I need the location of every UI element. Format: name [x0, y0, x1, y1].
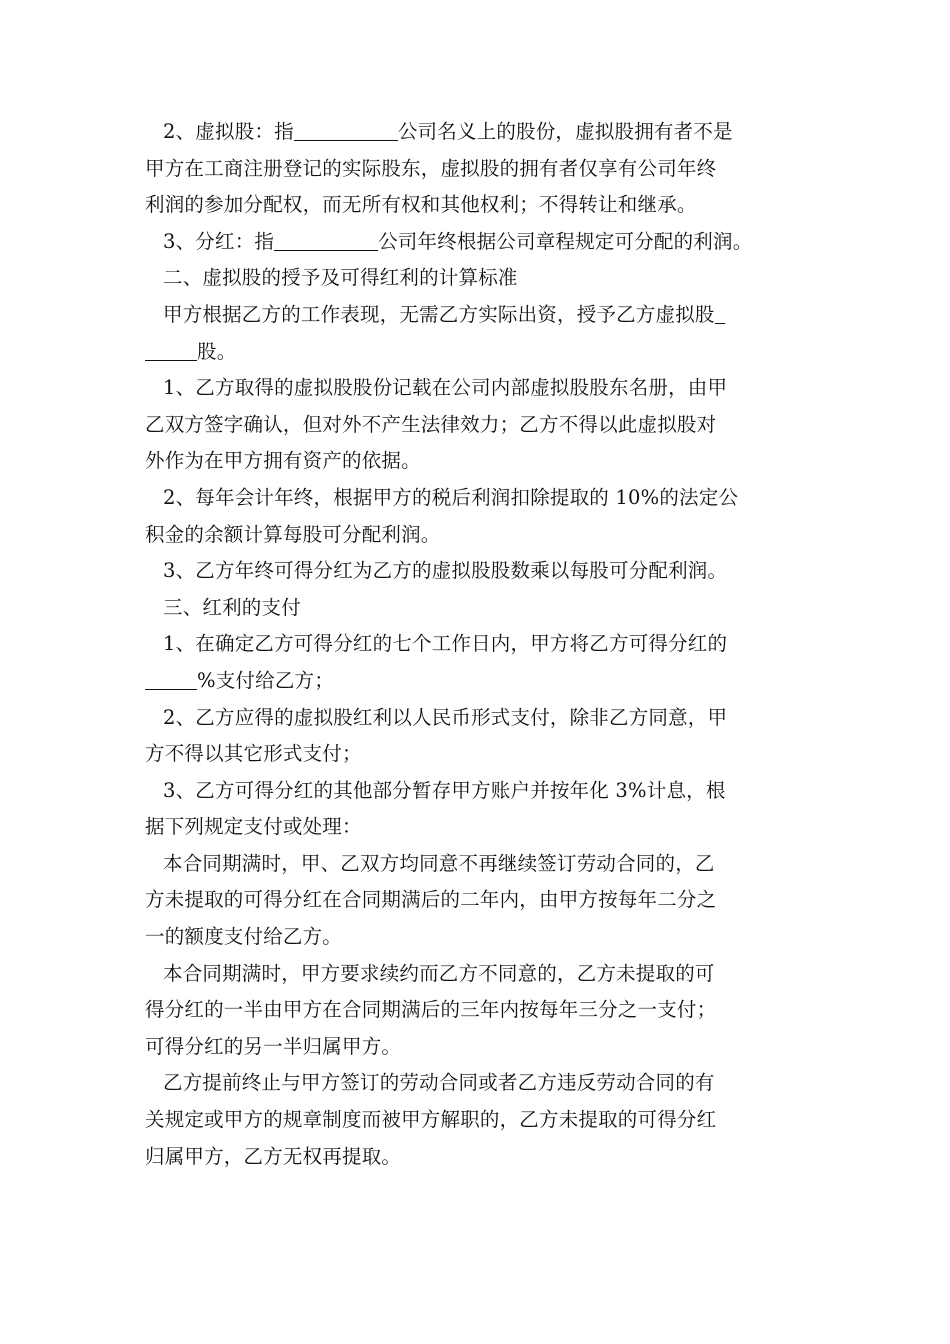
paragraph-line: 可得分红的另一半归属甲方。 [145, 1034, 402, 1058]
paragraph-line: 2、每年会计年终，根据甲方的税后利润扣除提取的 10%的法定公 [163, 485, 739, 509]
paragraph-line: 甲方根据乙方的工作表现，无需乙方实际出资，授予乙方虚拟股 [145, 297, 815, 334]
document-body [145, 114, 815, 1175]
paragraph-line: 2、乙方应得的虚拟股红利以人民币形式支付，除非乙方同意，甲 [163, 705, 728, 729]
paragraph-line: 1、在确定乙方可得分红的七个工作日内，甲方将乙方可得分红的 [163, 632, 728, 656]
paragraph-line: 甲方在工商注册登记的实际股东，虚拟股的拥有者仅享有公司年终 [145, 156, 717, 180]
fill-in-blank [294, 119, 398, 141]
paragraph-line: 外作为在甲方拥有资产的依据。 [145, 449, 421, 473]
paragraph-line: 股。 [145, 334, 815, 371]
paragraph-line: 1、乙方取得的虚拟股股份记载在公司内部虚拟股股东名册，由甲 [163, 376, 728, 400]
paragraph-line: 关规定或甲方的规章制度而被甲方解职的，乙方未提取的可得分红 [145, 1108, 717, 1132]
paragraph-line: 方不得以其它形式支付； [145, 742, 362, 766]
paragraph-line: 本合同期满时，甲方要求续约而乙方不同意的，乙方未提取的可 [163, 961, 715, 985]
paragraph-line: 2、虚拟股：指 公司名义上的股份，虚拟股拥有者不是 [163, 120, 733, 143]
paragraph-line: 据下列规定支付或处理： [145, 815, 362, 839]
paragraph-line: 本合同期满时，甲、乙双方均同意不再继续签订劳动合同的，乙 [163, 851, 715, 875]
paragraph-line: 得分红的一半由甲方在合同期满后的三年内按每年三分之一支付； [145, 998, 717, 1022]
paragraph-line: 乙方提前终止与甲方签订的劳动合同或者乙方违反劳动合同的有 [163, 1071, 715, 1095]
section-heading: 三、红利的支付 [163, 595, 301, 619]
paragraph-line: 3、乙方可得分红的其他部分暂存甲方账户并按年化 3%计息，根 [163, 778, 726, 802]
section-heading: 二、虚拟股的授予及可得红利的计算标准 [163, 266, 518, 290]
fill-in-blank [145, 667, 197, 689]
paragraph-line: 3、分红：指 公司年终根据公司章程规定可分配的利润。 [163, 229, 753, 253]
fill-in-blank [145, 338, 197, 360]
fill-in-blank [274, 228, 378, 250]
fill-in-blank [715, 302, 725, 324]
paragraph-line: 乙双方签字确认，但对外不产生法律效力；乙方不得以此虚拟股对 [145, 412, 717, 436]
paragraph-line: 3、乙方年终可得分红为乙方的虚拟股股数乘以每股可分配利润。 [163, 559, 728, 583]
paragraph-line: 一的额度支付给乙方。 [145, 925, 343, 949]
paragraph-line: 积金的余额计算每股可分配利润。 [145, 522, 441, 546]
paragraph-line: 方未提取的可得分红在合同期满后的二年内，由甲方按每年二分之 [145, 888, 717, 912]
paragraph-line: %支付给乙方； [145, 663, 815, 700]
paragraph-line: 归属甲方，乙方无权再提取。 [145, 1144, 402, 1168]
paragraph-line: 利润的参加分配权，而无所有权和其他权利；不得转让和继承。 [145, 193, 697, 217]
